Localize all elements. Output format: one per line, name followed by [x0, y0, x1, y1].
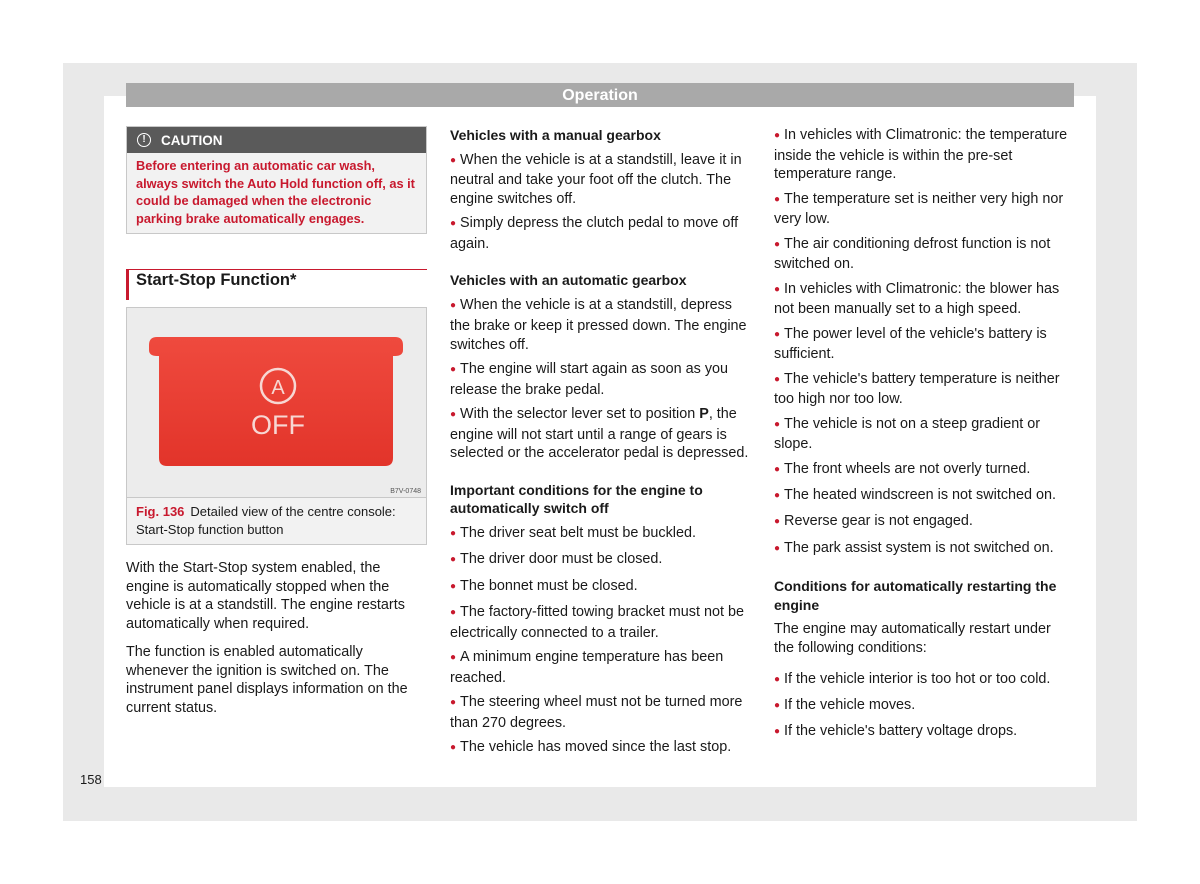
manual-gearbox-heading: Vehicles with a manual gearbox: [450, 127, 661, 143]
list-item-text: With the selector lever set to position: [460, 405, 700, 422]
list-item: [450, 405, 750, 463]
chapter-header: Operation: [126, 83, 1074, 107]
switch-off-conditions-heading: Important conditions for the engine to automatically switch off: [450, 481, 703, 517]
figure-label: Fig. 136: [136, 504, 185, 519]
figure-caption-text: Detailed view of the centre console: Start-Stop function button: [136, 504, 396, 537]
list-item-text: , the engine will not start until a range of gears is selected or the accelerator pedal is depressed.: [450, 405, 749, 462]
list-item: ● The heated windscreen is not switched on.: [774, 486, 1074, 507]
body-paragraph: With the Start-Stop system enabled, the engine is automatically stopped when the vehicle is at a standstill. The engine restarts automatically when required.: [126, 560, 405, 633]
list-item: ● Simply depress the clutch pedal to move off again.: [450, 214, 750, 253]
list-item: ● The driver seat belt must be buckled.: [450, 524, 750, 545]
figure-ref-code: B7V-0748: [390, 488, 421, 495]
gear-position-p: P: [699, 405, 709, 422]
list-item: ● The bonnet must be closed.: [450, 577, 750, 598]
column-middle: [450, 126, 750, 764]
list-item: ● The driver door must be closed.: [450, 550, 750, 571]
column-left: [126, 126, 427, 727]
start-stop-button-illustration: [127, 308, 426, 497]
restart-conditions-heading: Conditions for automatically restarting the engine: [774, 577, 1057, 613]
caution-header: [127, 127, 426, 153]
restart-intro: The engine may automatically restart under the following conditions:: [774, 621, 1051, 656]
list-item: ● When the vehicle is at a standstill, leave it in neutral and take your foot off the clutch. The engine switches off.: [450, 151, 750, 209]
list-item: ● If the vehicle interior is too hot or too cold.: [774, 670, 1074, 691]
info-circle-icon: !: [137, 133, 151, 147]
list-item: ● Reverse gear is not engaged.: [774, 512, 1074, 533]
list-item: ● When the vehicle is at a standstill, depress the brake or keep it pressed down. The engine switches off.: [450, 296, 750, 354]
list-item: ● The steering wheel must not be turned more than 270 degrees.: [450, 693, 750, 732]
list-item: ● The power level of the vehicle's battery is sufficient.: [774, 325, 1074, 364]
list-item: ● The vehicle is not on a steep gradient or slope.: [774, 415, 1074, 454]
caution-box: [126, 126, 427, 234]
body-paragraph: The function is enabled automatically whenever the ignition is switched on. The instrument panel displays information on the current status.: [126, 643, 408, 716]
list-item: ● If the vehicle's battery voltage drops.: [774, 722, 1074, 743]
figure-136: [126, 307, 427, 545]
list-item: ● A minimum engine temperature has been reached.: [450, 648, 750, 687]
figure-image: [127, 308, 426, 498]
caution-label: CAUTION: [161, 132, 223, 148]
list-item: ● The front wheels are not overly turned.: [774, 460, 1074, 481]
list-item: ● In vehicles with Climatronic: the blower has not been manually set to a high speed.: [774, 280, 1074, 319]
list-item: ● In vehicles with Climatronic: the temperature inside the vehicle is within the pre-set temperature range.: [774, 126, 1074, 184]
figure-caption: [127, 498, 426, 544]
section-title: Start-Stop Function*: [126, 269, 427, 300]
auto-symbol: A: [271, 377, 285, 399]
automatic-gearbox-heading: Vehicles with an automatic gearbox: [450, 272, 687, 289]
button-shape: [149, 337, 403, 466]
page-number: 158: [80, 772, 102, 787]
list-item: ● The park assist system is not switched on.: [774, 539, 1074, 560]
list-item: ● If the vehicle moves.: [774, 696, 1074, 717]
column-right: [774, 126, 1074, 749]
list-item: ● The engine will start again as soon as you release the brake pedal.: [450, 360, 750, 399]
caution-text: Before entering an automatic car wash, always switch the Auto Hold function off, as it could be damaged when the electronic parking brake automatically engages.: [136, 158, 415, 226]
list-item: ● The temperature set is neither very high nor very low.: [774, 190, 1074, 229]
off-text: OFF: [251, 410, 305, 440]
list-item: ● The vehicle's battery temperature is neither too high nor too low.: [774, 370, 1074, 409]
list-item: ● The air conditioning defrost function is not switched on.: [774, 235, 1074, 274]
list-item: ● The vehicle has moved since the last stop.: [450, 738, 750, 759]
list-item: ● The factory-fitted towing bracket must not be electrically connected to a trailer.: [450, 603, 750, 642]
